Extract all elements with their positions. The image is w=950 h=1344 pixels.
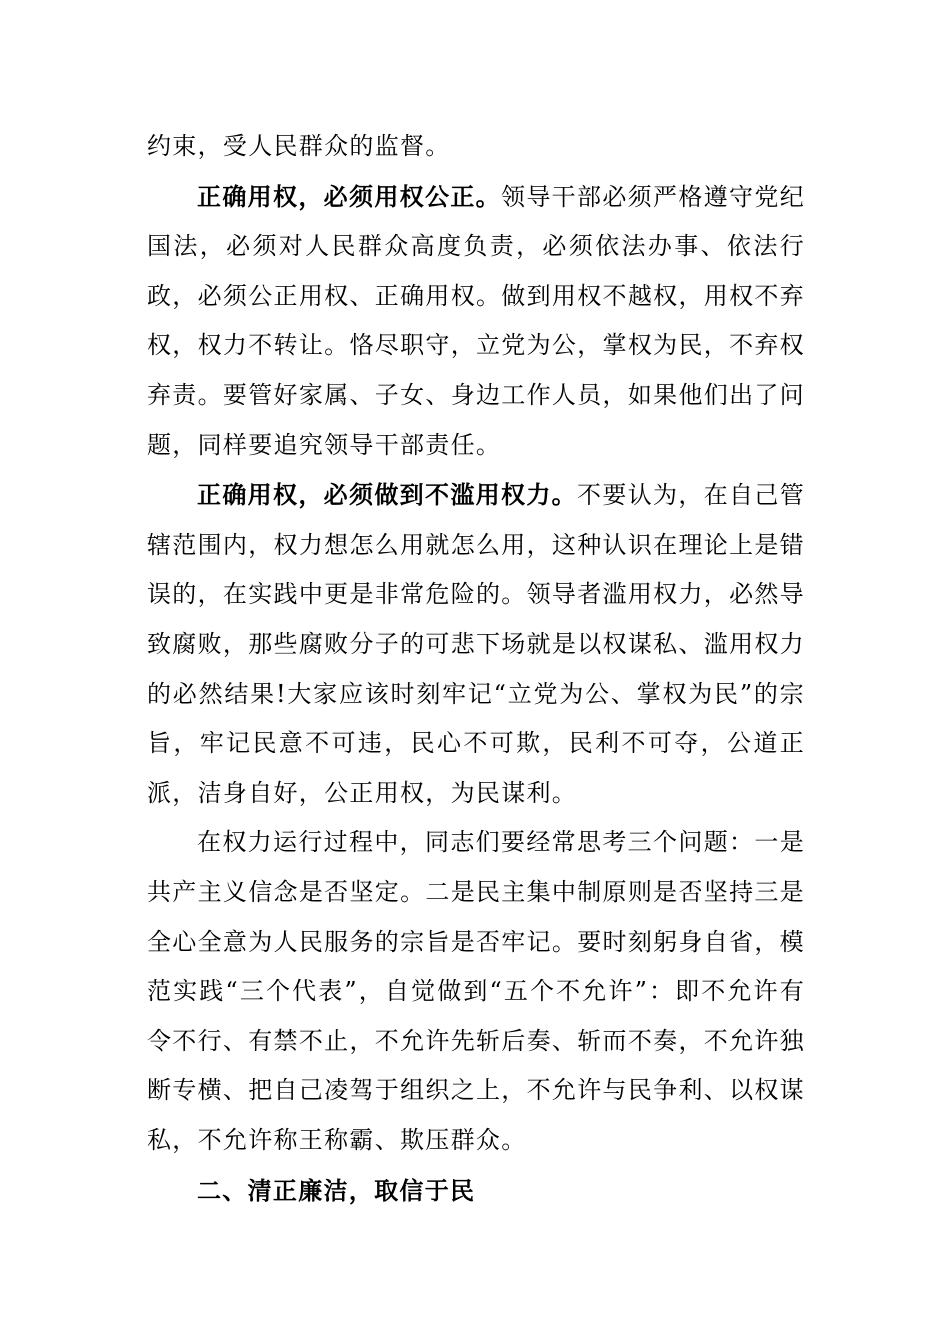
paragraph-text: 约束，受人民群众的监督。	[147, 132, 451, 160]
paragraph-text: 领导干部必须严格遵守党纪国法，必须对人民群众高度负责，必须依法办事、依法行政，必须公正用权、正确用权。做到用权不越权，用权不弃权，权力不转让。恪尽职守，立党为公，掌权为民，不弃权弃责。要管好家属、子女、身边工作人员，如果他们出了问题，同样要追究领导干部责任。	[147, 182, 805, 459]
paragraph-continuation	[147, 122, 805, 172]
paragraph-three-questions	[147, 818, 805, 1165]
paragraph-lead-heading: 正确用权，必须做到不滥用权力。	[197, 480, 578, 510]
paragraph-no-abuse-of-power	[147, 470, 805, 818]
paragraph-fair-use-of-power	[147, 172, 805, 471]
document-page	[147, 122, 805, 1216]
section-heading: 二、清正廉洁，取信于民	[197, 1176, 476, 1206]
paragraph-text: 不要认为，在自己管辖范围内，权力想怎么用就怎么用，这种认识在理论上是错误的，在实践中更是非常危险的。领导者滥用权力，必然导致腐败，那些腐败分子的可悲下场就是以权谋私、滥用权力的必然结果!大家应该时刻牢记“立党为公、掌权为民”的宗旨，牢记民意不可违，民心不可欺，民利不可夺，公道正派，洁身自好，公正用权，为民谋利。	[147, 481, 806, 807]
paragraph-lead-heading: 正确用权，必须用权公正。	[197, 181, 502, 211]
paragraph-text: 在权力运行过程中，同志们要经常思考三个问题：一是共产主义信念是否坚定。二是民主集中制原则是否坚持三是全心全意为人民服务的宗旨是否牢记。要时刻躬身自省，模范实践“三个代表”，自觉做到“五个不允许”：即不允许有令不行、有禁不止，不允许先斩后奏、斩而不奏，不允许独断专横、把自己凌驾于组织之上，不允许与民争利、以权谋私，不允许称王称霸、欺压群众。	[147, 828, 805, 1154]
